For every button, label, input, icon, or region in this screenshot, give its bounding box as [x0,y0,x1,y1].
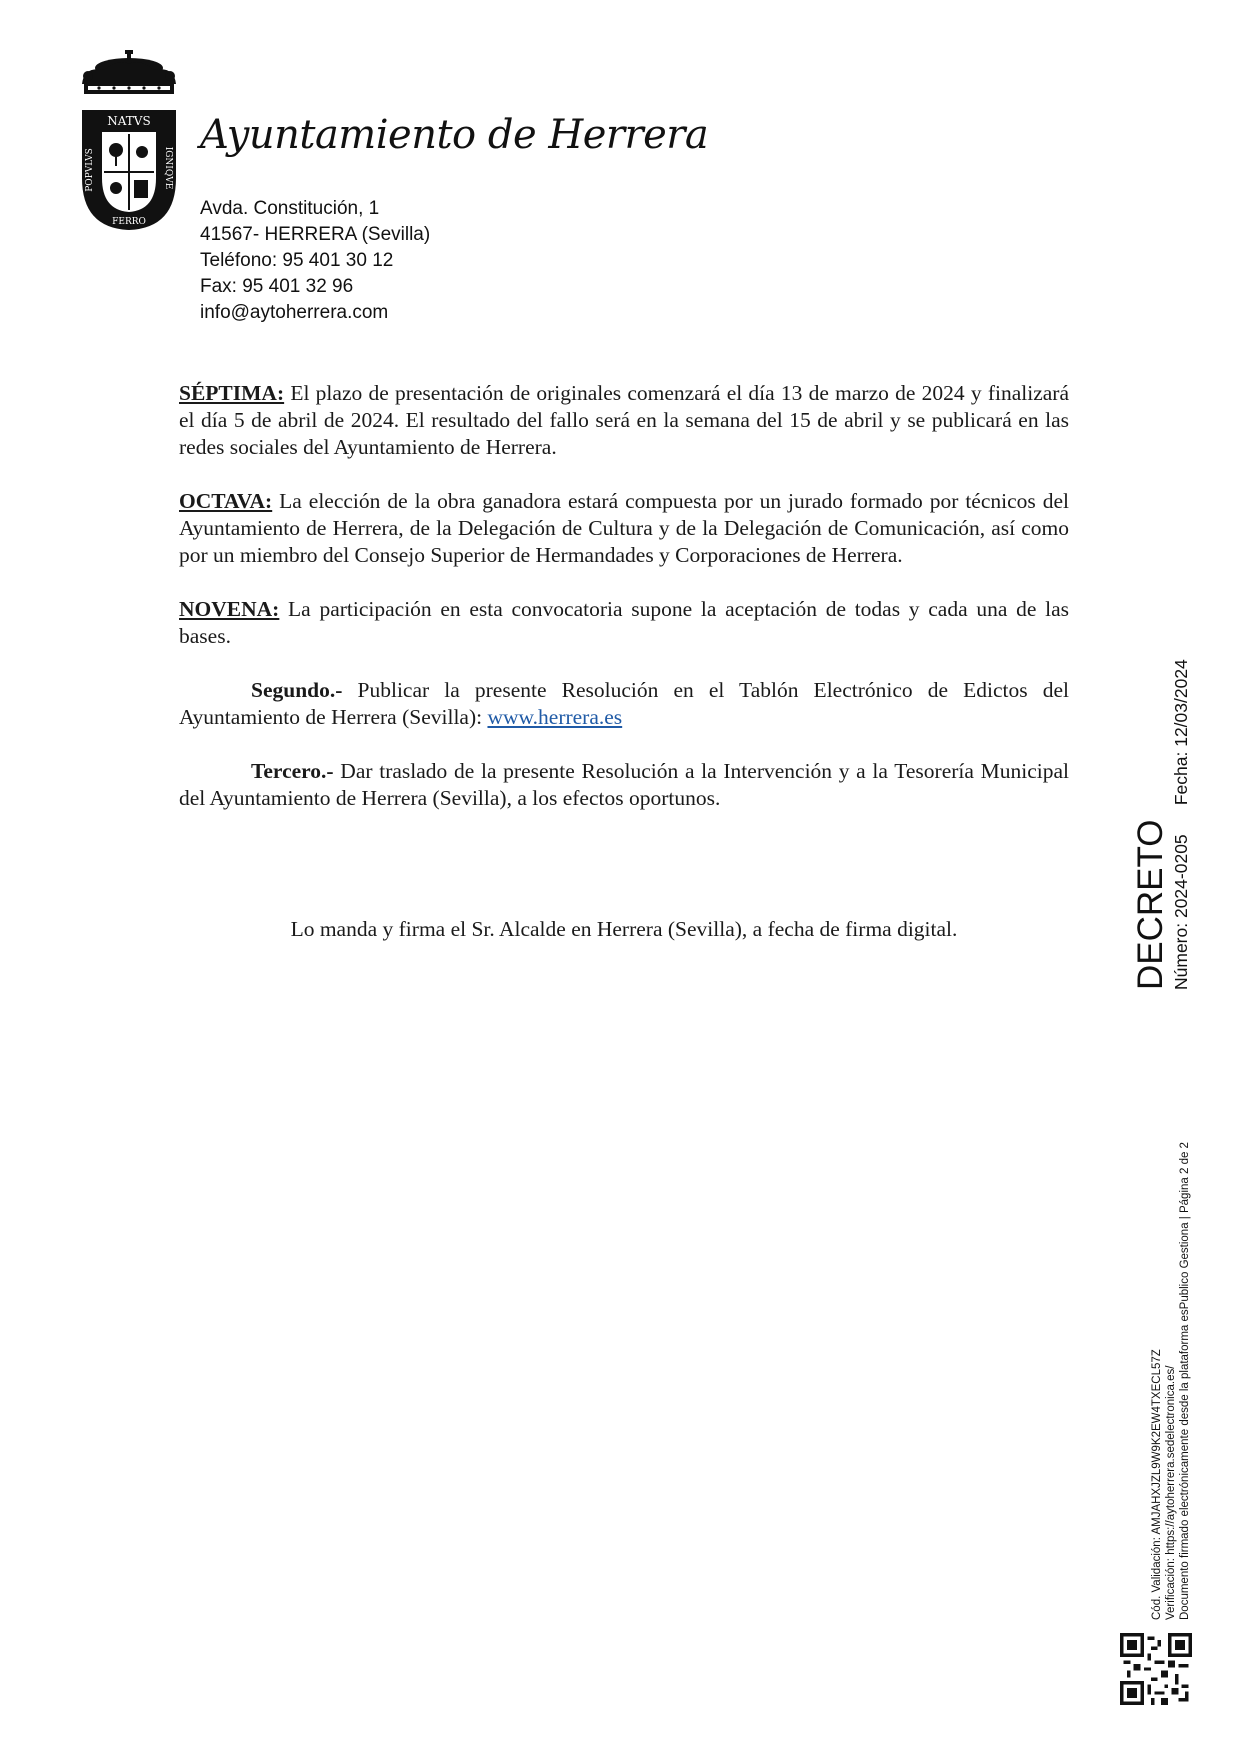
address-street: Avda. Constitución, 1 [200,198,380,219]
validation-code: Cód. Validación: AMJAHXJZL9W9K2EW4TXECL57Z [1151,1349,1163,1620]
document-body [179,380,1069,839]
address-city: 41567- HERRERA (Sevilla) [200,224,431,245]
coat-of-arms-logo [74,50,184,240]
qr-code-icon [1120,1633,1192,1705]
closing-statement: Lo manda y firma el Sr. Alcalde en Herrera (Sevilla), a fecha de firma digital. [290,917,958,941]
signed-document-note: Documento firmado electrónicamente desde la plataforma esPublico Gestiona | Página 2 de 2 [1179,1142,1191,1620]
address-phone: Teléfono: 95 401 30 12 [200,250,394,271]
shield-icon [82,110,176,230]
resolution-segundo [179,677,1069,731]
verification-url: Verificación: https://aytoherrera.sedelectronica.es/ [1165,1365,1177,1620]
clause-text: La elección de la obra ganadora estará compuesta por un jurado formado por técnicos del Ayuntamiento de Herrera, de la Delegación de Cultura y de la Delegación de Comunicación, así como por un miembro del Consejo Superior de Hermandades y Corporaciones de Herrera. [179,489,1069,567]
clause-label: OCTAVA: [179,489,273,513]
resolution-tercero [179,758,1069,812]
seal-text-ignique: IGNIQVE [163,146,173,190]
clause-text: El plazo de presentación de originales comenzará el día 13 de marzo de 2024 y finalizará el día 5 de abril de 2024. El resultado del fallo será en la semana del 15 de abril y se publicará en las redes sociales del Ayuntamiento de Herrera. [179,381,1069,459]
clause-septima [179,380,1069,461]
address-email: info@aytoherrera.com [200,302,389,323]
resolution-label: Segundo.- [251,678,343,702]
clause-novena [179,596,1069,650]
organization-name: Ayuntamiento de Herrera [200,112,709,158]
crown-icon [82,50,176,94]
clause-text: La participación en esta convocatoria supone la aceptación de todas y cada una de las bases. [179,597,1069,648]
address-fax: Fax: 95 401 32 96 [200,276,354,297]
decree-date: Fecha: 12/03/2024 [1171,659,1191,806]
resolution-label: Tercero.- [251,759,334,783]
resolution-text: Dar traslado de la presente Resolución a la Intervención y a la Tesorería Municipal del Ayuntamiento de Herrera (Sevilla), a los efectos oportunos. [179,759,1069,810]
resolution-text: Publicar la presente Resolución en el Tablón Electrónico de Edictos del Ayuntamiento de Herrera (Sevilla): [179,678,1069,729]
decree-title: DECRETO [1131,819,1170,990]
seal-text-ferro: FERRO [112,217,146,227]
seal-text-populus: POPVLVS [85,148,95,192]
clause-label: NOVENA: [179,597,280,621]
clause-label: SÉPTIMA: [179,381,285,405]
address-block [200,196,430,326]
decree-meta [1170,598,1192,990]
clause-octava [179,488,1069,569]
decree-number: Número: 2024-0205 [1171,834,1191,990]
validation-footer [1150,1100,1210,1620]
decree-stamp [1132,598,1194,990]
seal-text-natus: NATVS [107,114,151,128]
herrera-website-link[interactable]: www.herrera.es [487,705,623,729]
